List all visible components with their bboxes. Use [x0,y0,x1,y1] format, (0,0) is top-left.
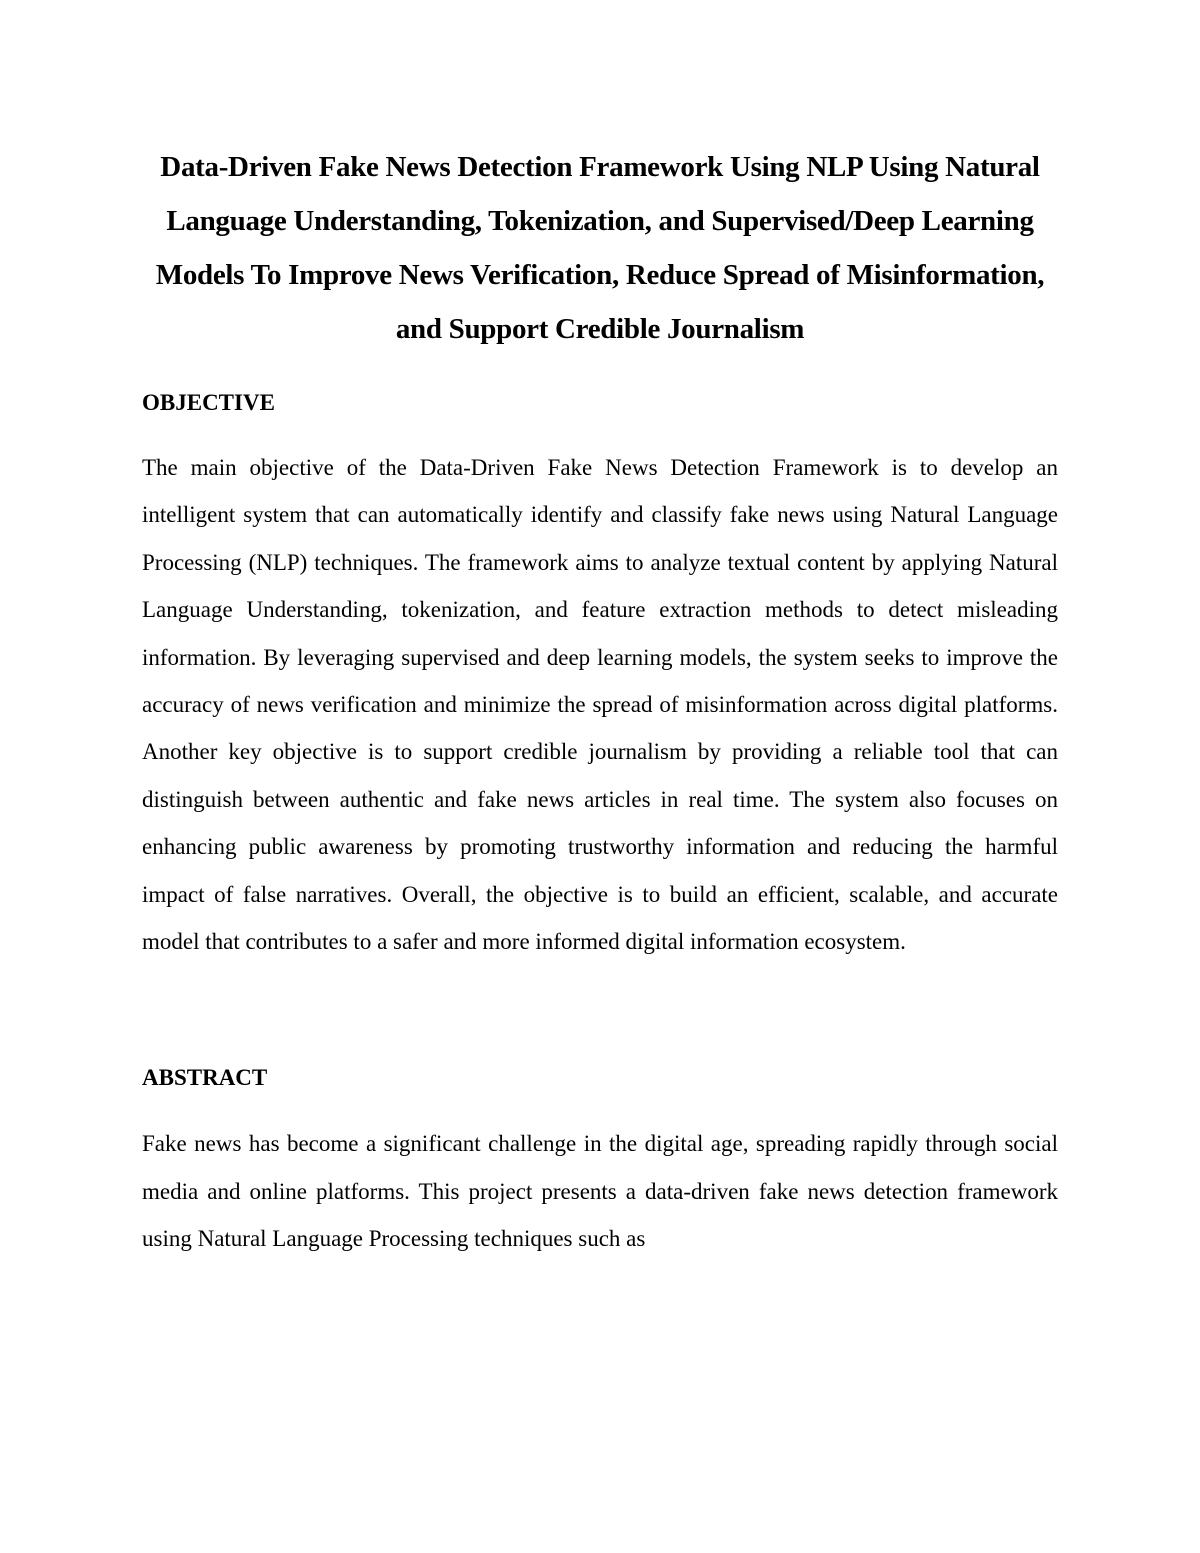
abstract-heading: ABSTRACT [142,1065,268,1091]
objective-heading: OBJECTIVE [142,390,275,415]
document-title: Data-Driven Fake News Detection Framework Using NLP Using Natural Language Understanding, Tokenization, and Supervised/Deep Learning Models To Improve News Verification, Reduce Spread of Misinformation, and Support Credible Journalism [155,151,1045,345]
section-spacer [142,965,1058,1063]
objective-paragraph: The main objective of the Data-Driven Fake News Detection Framework is to develop an intelligent system that can automatically identify and classify fake news using Natural Language Processing (NLP) techniques. The framework aims to analyze textual content by applying Natural Language Understanding, tokenization, and feature extraction methods to detect misleading information. By leveraging supervised and deep learning models, the system seeks to improve the accuracy of news verification and minimize the spread of misinformation across digital platforms. Another key objective is to support credible journalism by providing a reliable tool that can distinguish between authentic and fake news articles in real time. The system also focuses on enhancing public awareness by promoting trustworthy information and reducing the harmful impact of false narratives. Overall, the objective is to build an efficient, scalable, and accurate model that contributes to a safer and more informed digital information ecosystem. [142,455,1058,955]
document-page [142,140,1058,1263]
abstract-paragraph: Fake news has become a significant challenge in the digital age, spreading rapidly through social media and online platforms. This project presents a data-driven fake news detection framework using Natural Language Processing techniques such as [142,1131,1058,1252]
